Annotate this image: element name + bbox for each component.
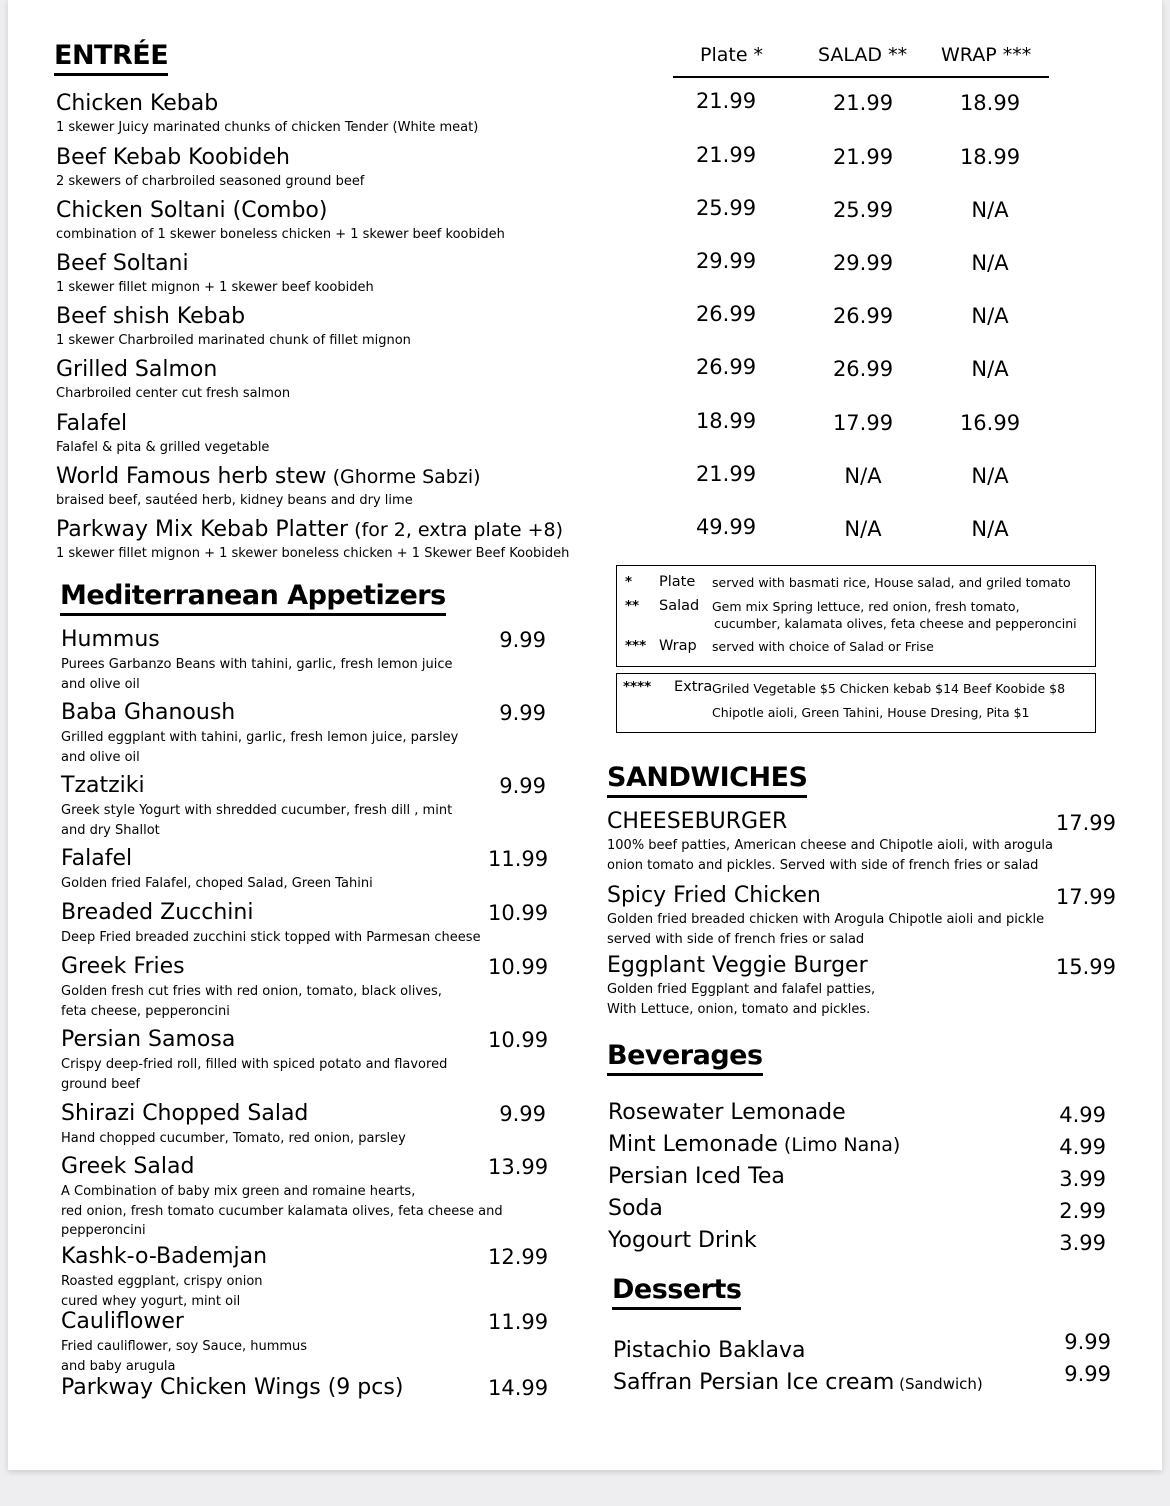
entree-item-name-text: Grilled Salmon [56,357,218,382]
entree-item-name [56,199,327,223]
appetizer-name: Kashk-o-Bademjan [61,1244,268,1269]
entree-salad-price: 21.99 [832,145,894,169]
entree-item-name [56,412,127,436]
extras-label: Extra [674,679,713,695]
appetizer-price: 11.99 [488,847,549,871]
beverage-name-text: Yogourt Drink [608,1228,757,1253]
dessert-name-text: Saffran Persian Ice cream [613,1370,895,1395]
dessert-note: (Sandwich) [894,1375,983,1393]
beverage-name-text: Persian Iced Tea [608,1164,785,1189]
entree-item-description: Charbroiled center cut fresh salmon [56,386,291,401]
appetizer-description: pepperoncini [61,1223,146,1238]
legend-mark: ** [625,598,640,614]
entree-item-name [56,358,217,382]
entree-item-description: 2 skewers of charbroiled seasoned ground beef [56,174,365,189]
beverage-note: (Limo Nana) [777,1134,901,1156]
beverage-name [608,1197,663,1221]
entree-item-description: Falafel & pita & grilled vegetable [56,440,270,455]
entree-plate-price: 26.99 [695,355,757,379]
entree-item-name-text: Chicken Soltani (Combo) [56,198,328,223]
entree-item-name-text: Parkway Mix Kebab Platter [56,517,349,542]
sandwich-price: 15.99 [1055,955,1116,979]
beverage-name-text: Soda [608,1196,663,1221]
entree-plate-price: 21.99 [695,462,757,486]
entree-item-name-text: Falafel [56,411,128,436]
appetizer-price: 9.99 [499,774,546,798]
legend-mark: * [625,574,633,590]
entree-item-name-text: World Famous herb stew [56,464,327,489]
appetizer-description: Golden fresh cut fries with red onion, tomato, black olives, [61,984,442,999]
entree-plate-price: 21.99 [695,143,757,167]
dessert-name-text: Pistachio Baklava [613,1338,806,1363]
appetizer-description: and dry Shallot [61,822,160,838]
entree-item-name-text: Beef shish Kebab [56,304,246,329]
entree-wrap-price: N/A [971,464,1009,488]
entree-salad-price: 17.99 [832,411,894,435]
entree-column-headers [673,44,1049,78]
entree-salad-price: 26.99 [832,304,894,328]
sandwich-description: With Lettuce, onion, tomato and pickles. [607,1002,871,1017]
entree-plate-price: 26.99 [695,302,757,326]
appetizer-price: 9.99 [499,1102,546,1126]
legend-text-line-2: cucumber, kalamata olives, feta cheese and pepperoncini [714,616,1077,631]
entree-item-name [56,305,245,329]
beverage-name [608,1165,785,1189]
appetizer-price: 10.99 [488,1028,549,1052]
appetizer-price: 12.99 [488,1245,549,1269]
entree-wrap-price: N/A [971,198,1009,222]
entree-item-description: combination of 1 skewer boneless chicken + 1 skewer beef koobideh [56,227,505,242]
sandwich-description: onion tomato and pickles. Served with side of french fries or salad [607,858,1039,873]
legend-label: Salad [659,598,700,614]
entree-item-name [56,465,481,489]
beverage-name-text: Mint Lemonade [608,1132,778,1157]
beverage-price: 4.99 [1059,1103,1106,1127]
entree-salad-price: 21.99 [832,91,894,115]
entree-wrap-price: N/A [971,304,1009,328]
legend-text: served with choice of Salad or Frise [712,639,934,654]
beverage-price: 4.99 [1059,1135,1106,1159]
entree-item-name [56,252,189,276]
sandwich-description: served with side of french fries or salad [607,932,865,947]
appetizer-price: 11.99 [488,1310,549,1334]
entree-item-description: 1 skewer fillet mignon + 1 skewer boneless chicken + 1 Skewer Beef Koobideh [56,546,570,561]
legend-text: served with basmati rice, House salad, and griled tomato [712,575,1071,590]
appetizer-price: 14.99 [488,1376,549,1400]
appetizer-name: Breaded Zucchini [61,900,254,925]
beverage-name [608,1229,757,1253]
beverage-name [608,1133,900,1157]
appetizer-name: Greek Fries [61,954,185,979]
extras-mark: **** [623,679,652,695]
entree-salad-price: 26.99 [832,357,894,381]
entree-item-name-text: Beef Soltani [56,251,189,276]
appetizer-price: 13.99 [488,1155,549,1179]
beverage-price: 3.99 [1059,1167,1106,1191]
appetizers-title: Mediterranean Appetizers [60,580,446,616]
appetizer-description: Fried cauliflower, soy Sauce, hummus [61,1339,308,1354]
entree-salad-price: N/A [844,517,882,541]
sandwiches-title: SANDWICHES [607,762,807,798]
beverage-name [608,1101,846,1125]
appetizer-description: and olive oil [61,749,140,765]
entree-salad-price: N/A [844,464,882,488]
appetizer-description: Hand chopped cucumber, Tomato, red onion, parsley [61,1131,406,1146]
appetizer-name: Tzatziki [61,773,145,798]
sandwich-price: 17.99 [1055,811,1116,835]
appetizer-description: Purees Garbanzo Beans with tahini, garlic, fresh lemon juice [61,657,453,672]
entree-plate-price: 25.99 [695,196,757,220]
entree-item-description: 1 skewer Charbroiled marinated chunk of fillet mignon [56,333,411,348]
desserts-title: Desserts [612,1274,741,1310]
appetizer-description: Crispy deep-fried roll, filled with spiced potato and flavored [61,1057,448,1072]
entree-item-description: braised beef, sautéed herb, kidney beans and dry lime [56,493,413,508]
appetizer-name: Hummus [61,627,160,652]
sandwich-name: CHEESEBURGER [607,809,788,834]
header-plate: Plate * [700,44,764,66]
appetizer-name: Baba Ghanoush [61,700,236,725]
legend-box [616,565,1096,667]
appetizer-description: red onion, fresh tomato cucumber kalamata olives, feta cheese and [61,1203,503,1219]
appetizer-price: 9.99 [499,628,546,652]
dessert-name [613,1371,983,1396]
header-salad: SALAD ** [818,44,908,66]
entree-item-description: 1 skewer fillet mignon + 1 skewer beef koobideh [56,280,374,295]
dessert-price: 9.99 [1064,1330,1111,1354]
appetizer-description: Roasted eggplant, crispy onion [61,1274,263,1289]
entree-wrap-price: 18.99 [959,145,1021,169]
entree-plate-price: 21.99 [695,89,757,113]
legend-label: Wrap [659,638,697,654]
appetizer-name: Greek Salad [61,1154,195,1179]
legend-mark: *** [625,638,647,654]
appetizer-price: 9.99 [499,701,546,725]
dessert-name [613,1339,805,1364]
appetizer-description: Golden fried Falafel, choped Salad, Green Tahini [61,876,373,891]
appetizer-description: A Combination of baby mix green and romaine hearts, [61,1184,416,1199]
entree-plate-price: 29.99 [695,249,757,273]
legend-label: Plate [659,574,696,590]
dessert-price: 9.99 [1064,1362,1111,1386]
appetizer-description: cured whey yogurt, mint oil [61,1293,241,1309]
entree-wrap-price: N/A [971,251,1009,275]
entree-item-name [56,146,290,170]
appetizer-description: ground beef [61,1076,140,1092]
entree-wrap-price: N/A [971,357,1009,381]
entree-wrap-price: N/A [971,517,1009,541]
entree-wrap-price: 18.99 [959,91,1021,115]
entree-wrap-price: 16.99 [959,411,1021,435]
sandwich-description: 100% beef patties, American cheese and Chipotle aioli, with arogula [607,838,1053,853]
appetizer-description: Greek style Yogurt with shredded cucumber, fresh dill , mint [61,803,453,818]
beverage-name-text: Rosewater Lemonade [608,1100,846,1125]
appetizer-name: Parkway Chicken Wings (9 pcs) [61,1375,404,1400]
appetizer-price: 10.99 [488,955,549,979]
appetizer-price: 10.99 [488,901,549,925]
menu-page [8,0,1162,1470]
beverage-price: 2.99 [1059,1199,1106,1223]
beverages-title: Beverages [607,1040,763,1076]
appetizer-name: Persian Samosa [61,1027,236,1052]
sandwich-description: Golden fried Eggplant and falafel patties, [607,982,876,997]
extras-line-1: Griled Vegetable $5 Chicken kebab $14 Beef Koobide $8 [712,681,1066,696]
appetizer-description: and baby arugula [61,1358,176,1374]
entree-item-name-text: Chicken Kebab [56,91,219,116]
sandwich-name: Spicy Fried Chicken [607,883,821,908]
entree-item-note: (Ghorme Sabzi) [326,466,481,488]
appetizer-description: and olive oil [61,676,140,692]
entree-plate-price: 18.99 [695,409,757,433]
entree-item-name [56,92,218,116]
sandwich-price: 17.99 [1055,885,1116,909]
entree-plate-price: 49.99 [695,515,757,539]
extras-box [616,673,1096,733]
legend-text: Gem mix Spring lettuce, red onion, fresh tomato, [712,599,1020,614]
appetizer-description: Deep Fried breaded zucchini stick topped with Parmesan cheese [61,930,481,945]
appetizer-name: Falafel [61,846,133,871]
entree-item-note: (for 2, extra plate +8) [348,519,564,541]
header-wrap: WRAP *** [941,44,1032,66]
appetizer-name: Shirazi Chopped Salad [61,1101,309,1126]
entree-item-name [56,518,563,542]
entree-salad-price: 25.99 [832,198,894,222]
extras-line-2: Chipotle aioli, Green Tahini, House Dresing, Pita $1 [712,705,1030,720]
entree-item-description: 1 skewer Juicy marinated chunks of chicken Tender (White meat) [56,120,479,135]
beverage-price: 3.99 [1059,1231,1106,1255]
sandwich-description: Golden fried breaded chicken with Arogula Chipotle aioli and pickle [607,912,1045,927]
sandwich-name: Eggplant Veggie Burger [607,953,868,978]
entree-item-name-text: Beef Kebab Koobideh [56,145,290,170]
entree-title: ENTRÉE [54,40,168,76]
appetizer-name: Cauliflower [61,1309,184,1334]
appetizer-description: feta cheese, pepperoncini [61,1003,230,1019]
appetizer-description: Grilled eggplant with tahini, garlic, fresh lemon juice, parsley [61,730,459,745]
entree-salad-price: 29.99 [832,251,894,275]
